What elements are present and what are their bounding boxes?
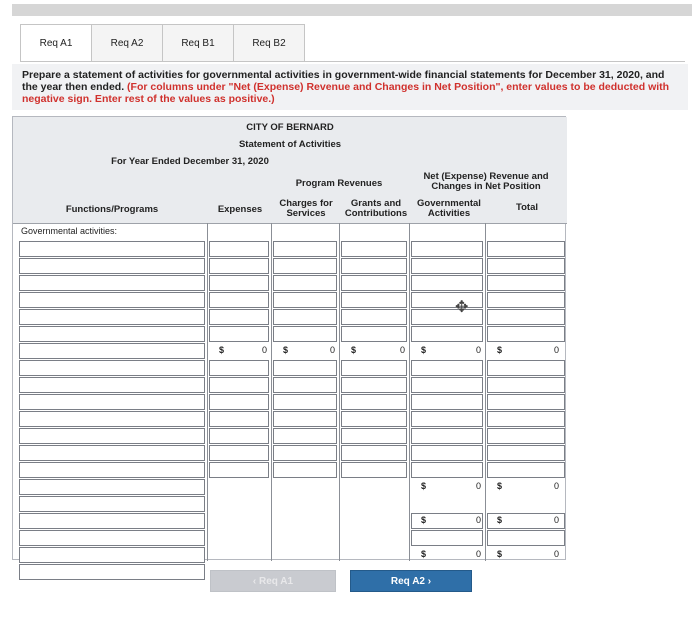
input-grid [13,117,567,561]
entity-name: CITY OF BERNARD [246,122,334,133]
next-label: Req A2 [390,575,425,587]
amount-input[interactable] [273,428,337,444]
change-gov-value: 0 [475,515,481,525]
amount-input[interactable] [487,462,565,478]
amount-input[interactable] [273,292,337,308]
currency-symbol: $ [421,549,427,559]
tabs-divider [20,61,685,62]
amount-input[interactable] [209,241,269,257]
tab-req-a2[interactable]: Req A2 [91,24,163,62]
label-input[interactable] [19,394,205,410]
amount-input[interactable] [341,462,407,478]
amount-input[interactable] [341,309,407,325]
amount-input[interactable] [411,360,483,376]
amount-input[interactable] [341,394,407,410]
amount-input[interactable] [209,360,269,376]
amount-input[interactable] [273,275,337,291]
amount-input[interactable] [341,275,407,291]
row-label: Governmental activities: [21,226,118,236]
amount-input[interactable] [209,326,269,342]
label-input[interactable] [19,496,205,512]
amount-input[interactable] [487,411,565,427]
amount-input[interactable] [209,462,269,478]
currency-symbol: $ [219,345,225,355]
amount-input[interactable] [411,309,483,325]
statement-period: For Year Ended December 31, 2020 [111,156,269,167]
label-input[interactable] [19,292,205,308]
amount-input[interactable] [341,292,407,308]
tab-bar [20,24,304,62]
amount-input[interactable] [411,428,483,444]
amount-input[interactable] [209,275,269,291]
amount-input[interactable] [341,241,407,257]
amount-input[interactable] [411,292,483,308]
currency-symbol: $ [421,345,427,355]
amount-input[interactable] [411,394,483,410]
charges-header: Charges for Services [279,198,333,219]
currency-symbol: $ [283,345,289,355]
amount-input[interactable] [487,292,565,308]
program-revenues-header: Program Revenues [295,178,383,189]
total-expenses-value: 0 [261,345,267,355]
amount-input[interactable] [273,360,337,376]
net-position-header: Net (Expense) Revenue and Changes in Net Position [423,171,549,192]
total-grants-value: 0 [399,345,405,355]
label-input[interactable] [19,360,205,376]
currency-symbol: $ [497,481,503,491]
amount-input[interactable] [209,377,269,393]
amount-input[interactable] [273,309,337,325]
top-band [12,4,692,16]
amount-input[interactable] [487,360,565,376]
amount-input[interactable] [411,445,483,461]
currency-symbol: $ [351,345,357,355]
amount-input[interactable] [341,326,407,342]
label-input[interactable] [19,479,205,495]
amount-input[interactable] [209,394,269,410]
label-input[interactable] [19,462,205,478]
amount-input[interactable] [273,411,337,427]
total-header: Total [516,202,538,213]
amount-input[interactable] [273,241,337,257]
amount-input[interactable] [411,275,483,291]
ending-total-value: 0 [553,549,559,559]
statement-worksheet [12,116,566,560]
label-input[interactable] [19,411,205,427]
label-input[interactable] [19,564,205,580]
label-input[interactable] [19,275,205,291]
amount-input[interactable] [411,326,483,342]
chevron-left-icon: ‹ [252,575,259,587]
amount-input[interactable] [209,292,269,308]
functions-header: Functions/Programs [65,204,159,215]
total-charges-value: 0 [329,345,335,355]
label-input[interactable] [19,309,205,325]
label-input[interactable] [19,428,205,444]
next-button[interactable] [350,570,472,592]
amount-input[interactable] [411,377,483,393]
amount-input[interactable] [411,241,483,257]
amount-input[interactable] [273,326,337,342]
amount-input[interactable] [487,309,565,325]
amount-input[interactable] [341,258,407,274]
change-total-value: 0 [553,515,559,525]
total-total-value: 0 [553,345,559,355]
amount-input[interactable] [209,445,269,461]
statement-title: Statement of Activities [238,139,342,150]
amount-input[interactable] [209,428,269,444]
amount-input[interactable] [487,428,565,444]
move-cursor-icon: ✥ [455,299,469,316]
instructions-note: (For columns under "Net (Expense) Revenue and Changes in Net Position", enter values to be deducted with negative sign. Enter rest of the values as positive.) [22,81,670,105]
governmental-header: Governmental Activities [417,198,481,219]
label-input[interactable] [19,445,205,461]
expenses-header: Expenses [217,204,263,215]
general-revenues-total-value: 0 [553,481,559,491]
amount-input[interactable] [273,258,337,274]
amount-input[interactable] [273,377,337,393]
currency-symbol: $ [497,515,503,525]
amount-input[interactable] [487,445,565,461]
amount-input[interactable] [411,258,483,274]
amount-input[interactable] [487,377,565,393]
amount-input[interactable] [273,445,337,461]
amount-input[interactable] [209,411,269,427]
amount-input[interactable] [209,258,269,274]
amount-input[interactable] [411,462,483,478]
label-input[interactable] [19,547,205,563]
amount-input[interactable] [273,394,337,410]
prev-label: Req A1 [259,575,294,587]
amount-input[interactable] [487,326,565,342]
amount-input[interactable] [341,445,407,461]
amount-input[interactable] [487,394,565,410]
amount-input[interactable] [273,462,337,478]
general-revenues-gov-value: 0 [475,481,481,491]
currency-symbol: $ [421,481,427,491]
label-input[interactable] [19,241,205,257]
label-input[interactable] [19,258,205,274]
grants-header: Grants and Contributions [344,198,408,219]
tab-req-b2[interactable]: Req B2 [233,24,305,62]
label-input[interactable] [19,530,205,546]
prev-button[interactable] [210,570,336,592]
label-input[interactable] [19,377,205,393]
currency-symbol: $ [497,345,503,355]
amount-input[interactable] [209,309,269,325]
label-input[interactable] [19,343,205,359]
currency-symbol: $ [497,549,503,559]
instructions [12,64,688,110]
tab-req-b1[interactable]: Req B1 [162,24,234,62]
tab-req-a1[interactable]: Req A1 [20,24,92,62]
ending-gov-value: 0 [475,549,481,559]
amount-input[interactable] [341,377,407,393]
chevron-right-icon: › [424,575,432,587]
amount-input[interactable] [341,428,407,444]
amount-input[interactable] [341,360,407,376]
amount-input[interactable] [341,411,407,427]
amount-input[interactable] [411,530,483,546]
instructions-main: Prepare a statement of activities for governmental activities in government-wide financial statements for December 31, 2020, and the year then ended. [22,69,665,93]
amount-input[interactable] [487,275,565,291]
label-input[interactable] [19,326,205,342]
amount-input[interactable] [411,411,483,427]
amount-input[interactable] [487,241,565,257]
amount-input[interactable] [487,258,565,274]
label-input[interactable] [19,513,205,529]
amount-input[interactable] [487,530,565,546]
currency-symbol: $ [421,515,427,525]
total-governmental-value: 0 [475,345,481,355]
